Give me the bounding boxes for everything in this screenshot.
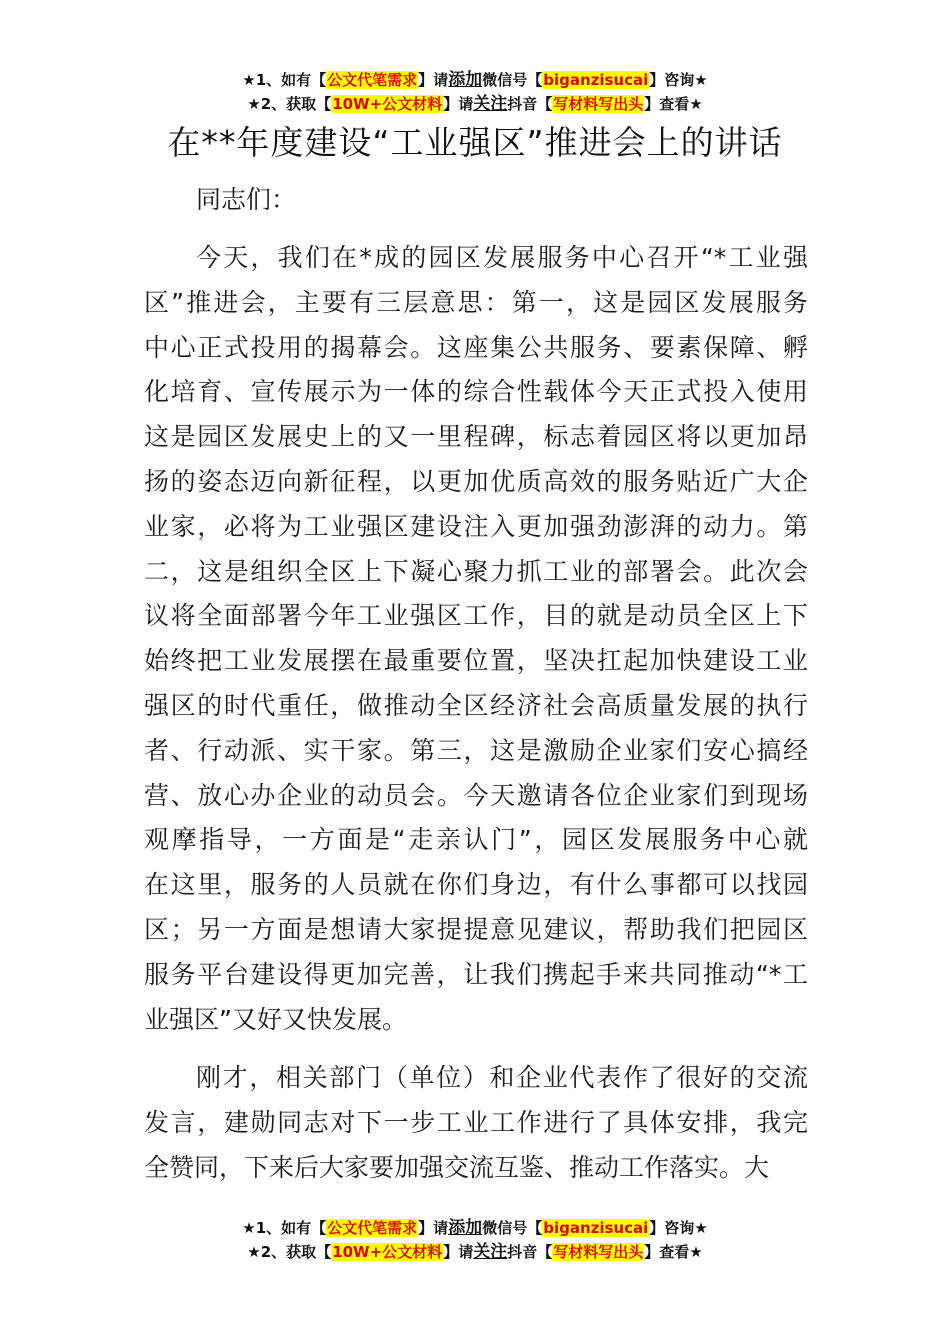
document-title: 在**年度建设“工业强区”推进会上的讲话 [167,123,783,162]
banner-text: ★1、如有【 [242,1219,327,1237]
footer-banner [0,1216,950,1264]
paragraph-list [144,236,808,1191]
highlight-douyin-id: 写材料写出头 [553,1243,644,1261]
banner-text: ★2、获取【 [247,1243,332,1261]
banner-text: ★1、如有【 [242,71,327,89]
paragraph-line: 这是园区发展史上的又一里程碑，标志着园区将以更加昂 [144,422,808,452]
document-body [144,178,808,1205]
banner-text: 】请 [418,71,449,89]
highlight-service: 公文代笔需求 [327,1219,418,1237]
banner-text: 】查看★ [644,1243,703,1261]
paragraph-line: 服务平台建设得更加完善，让我们携起手来共同推动“*工 [144,959,808,989]
paragraph-line: 区”推进会，主要有三层意思：第一，这是园区发展服务 [144,287,808,317]
paragraph-line: 始终把工业发展摆在最重要位置，坚决扛起加快建设工业 [144,646,808,676]
header-banner-line-1 [0,68,950,92]
paragraph-line: 议将全面部署今年工业强区工作，目的就是动员全区上下 [144,601,808,631]
paragraph-line: 区；另一方面是想请大家提提意见建议，帮助我们把园区 [144,914,808,944]
paragraph-line: 中心正式投用的揭幕会。这座集公共服务、要素保障、孵 [144,332,808,362]
banner-text: 抖音【 [507,95,553,113]
paragraph-line: 观摩指导，一方面是“走亲认门”，园区发展服务中心就 [144,825,808,855]
highlight-service: 公文代笔需求 [327,71,418,89]
paragraph-line: 化培育、宣传展示为一体的综合性载体今天正式投入使用 [144,377,808,407]
banner-text: 】请 [443,1243,474,1261]
header-banner-line-2 [0,92,950,116]
paragraph-line: 今天，我们在*成的园区发展服务中心召开“*工业强 [196,243,808,272]
paragraph-line: 业强区”又好又快发展。 [144,1004,407,1034]
highlight-wechat-id: biganzisucai [543,1219,649,1237]
banner-text: 微信号【 [482,71,543,89]
highlight-douyin-id: 写材料写出头 [553,95,644,113]
salutation: 同志们： [196,185,297,214]
highlight-wechat-id: biganzisucai [543,71,649,89]
paragraph-line: 在这里，服务的人员就在你们身边，有什么事都可以找园 [144,870,808,900]
footer-banner-line-1 [0,1216,950,1240]
paragraph-line: 刚才，相关部门（单位）和企业代表作了很好的交流 [196,1063,808,1093]
banner-text: 】请 [418,1219,449,1237]
underlined-text: 添加 [448,70,483,90]
highlight-materials: 10W+公文材料 [332,95,443,113]
highlight-materials: 10W+公文材料 [332,1243,443,1261]
paragraph-line: 扬的姿态迈向新征程，以更加优质高效的服务贴近广大企 [144,466,808,496]
paragraph-line: 业家，必将为工业强区建设注入更加强劲澎湃的动力。第 [144,511,808,541]
paragraph-line: 发言，建勋同志对下一步工业工作进行了具体安排，我完 [144,1108,808,1138]
paragraph-line: 者、行动派、实干家。第三，这是激励企业家们安心搞经 [144,735,808,765]
banner-text: 】请 [443,95,474,113]
paragraph-line: 二，这是组织全区上下凝心聚力抓工业的部署会。此次会 [144,556,808,586]
banner-text: 】咨询★ [649,71,708,89]
banner-text: 】查看★ [644,95,703,113]
banner-text: ★2、获取【 [247,95,332,113]
paragraph-line: 强区的时代重任，做推动全区经济社会高质量发展的执行 [144,690,808,720]
banner-text: 】咨询★ [649,1219,708,1237]
underlined-text: 添加 [448,1218,483,1238]
banner-text: 抖音【 [507,1243,553,1261]
paragraph [144,1056,808,1190]
underlined-text: 关注 [473,94,508,114]
underlined-text: 关注 [473,1242,508,1262]
paragraph-line: 营、放心办企业的动员会。今天邀请各位企业家们到现场 [144,780,808,810]
banner-text: 微信号【 [482,1219,543,1237]
footer-banner-line-2 [0,1240,950,1264]
header-banner [0,68,950,116]
paragraph-line: 全赞同，下来后大家要加强交流互鉴、推动工作落实。大 [144,1152,770,1182]
paragraph [144,236,808,1042]
